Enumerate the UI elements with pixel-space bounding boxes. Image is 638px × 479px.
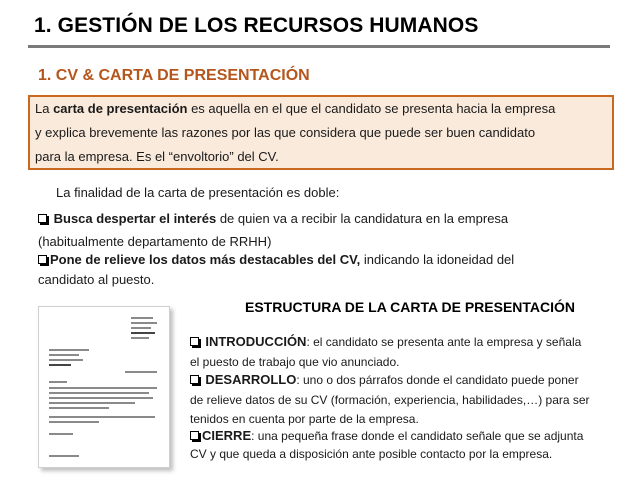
structure-development-cont-1: de relieve datos de su CV (formación, experiencia, habilidades,…) para ser — [190, 393, 590, 407]
section-subtitle: 1. CV & CARTA DE PRESENTACIÓN — [38, 67, 310, 84]
structure-title: ESTRUCTURA DE LA CARTA DE PRESENTACIÓN — [245, 299, 576, 315]
structure-introduction: INTRODUCCIÓN: el candidato se presenta ante la empresa y señala — [190, 334, 581, 349]
definition-line-3: para la empresa. Es el “envoltorio” del CV. — [35, 149, 279, 164]
title-divider — [28, 45, 610, 48]
structure-development-cont-2: tenidos en cuenta por parte de la empresa. — [190, 412, 419, 426]
structure-introduction-cont: el puesto de trabajo que vio anunciado. — [190, 355, 400, 369]
definition-line-2: y explica brevemente las razones por las que considera que puede ser buen candidato — [35, 125, 536, 140]
structure-closing: CIERRE: una pequeña frase donde el candidato señale que se adjunta — [190, 428, 583, 443]
checkbox-bullet-icon — [38, 214, 47, 223]
definition-term: carta de presentación — [53, 101, 188, 116]
structure-development: DESARROLLO: uno o dos párrafos donde el candidato puede poner — [190, 372, 579, 387]
purpose-item-2: Pone de relieve los datos más destacables del CV, indicando la idoneidad del — [38, 252, 514, 267]
purpose-intro: La finalidad de la carta de presentación es doble: — [56, 185, 340, 200]
checkbox-bullet-icon — [190, 431, 199, 440]
definition-line-1: La carta de presentación es aquella en el que el candidato se presenta hacia la empresa — [35, 101, 556, 116]
checkbox-bullet-icon — [190, 337, 199, 346]
checkbox-bullet-icon — [38, 255, 47, 264]
purpose-item-1-cont: (habitualmente departamento de RRHH) — [38, 234, 272, 249]
cover-letter-thumbnail — [38, 306, 170, 468]
purpose-item-2-cont: candidato al puesto. — [38, 272, 155, 287]
checkbox-bullet-icon — [190, 375, 199, 384]
slide-title: 1. GESTIÓN DE LOS RECURSOS HUMANOS — [34, 14, 479, 37]
purpose-item-1: Busca despertar el interés de quien va a recibir la candidatura en la empresa — [38, 211, 508, 226]
structure-closing-cont: CV y que queda a disposición ante posible contacto por la empresa. — [190, 447, 553, 461]
